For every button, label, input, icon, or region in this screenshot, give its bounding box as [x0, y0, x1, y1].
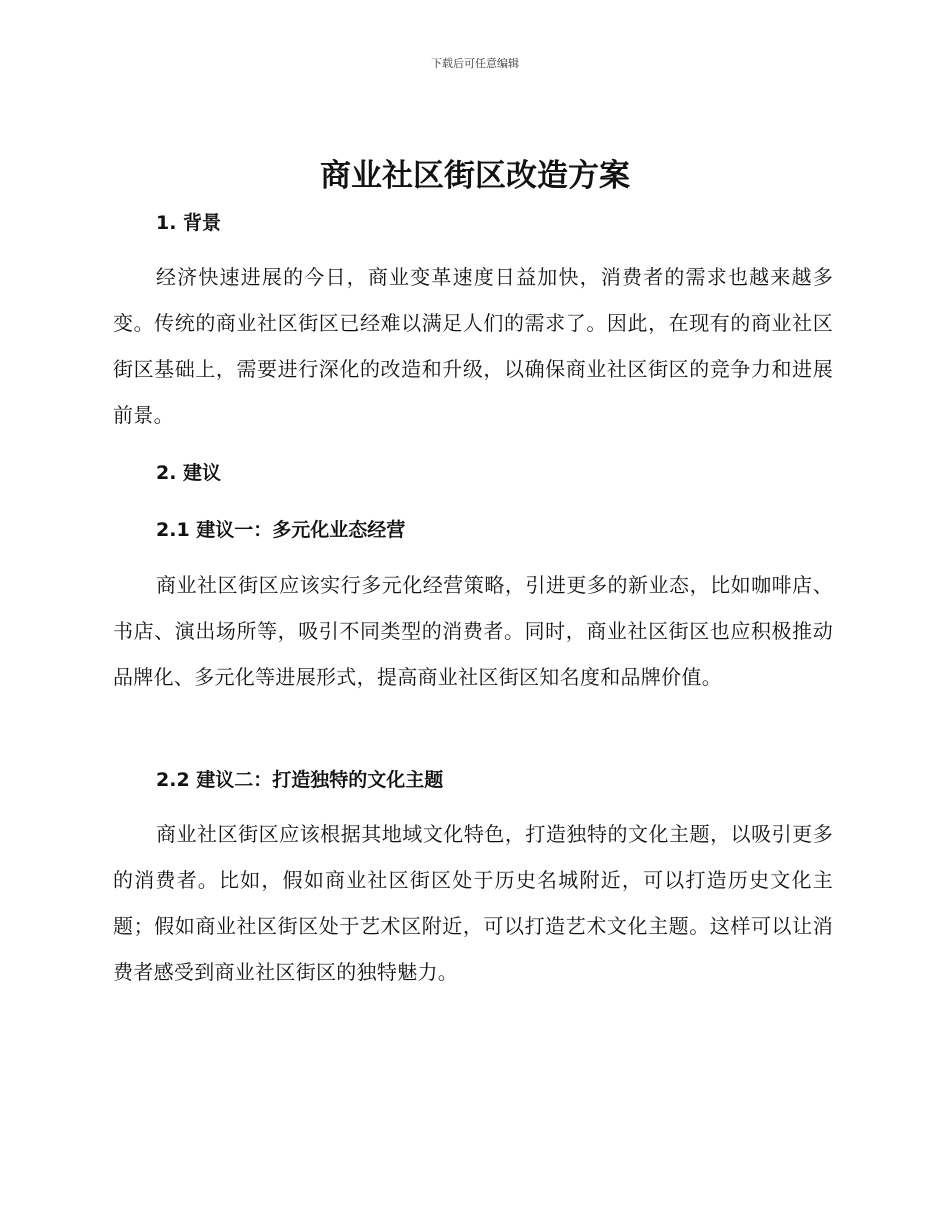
section-heading-background: 1. 背景	[156, 212, 222, 234]
section-heading-suggestion-one: 2.1 建议一：多元化业态经营	[156, 519, 406, 541]
document-title: 商业社区街区改造方案	[320, 158, 630, 194]
paragraph-suggestion-two: 商业社区街区应该根据其地域文化特色，打造独特的文化主题，以吸引更多的消费者。比如，假如商业社区街区处于历史名城附近，可以打造历史文化主题；假如商业社区街区处于艺术区附近，可以打造艺术文化主题。这样可以让消费者感受到商业社区街区的独特魅力。	[113, 822, 833, 984]
section-heading-suggestions: 2. 建议	[156, 462, 222, 484]
header-note: 下载后可任意编辑	[431, 57, 519, 70]
paragraph-background: 经济快速进展的今日，商业变革速度日益加快，消费者的需求也越来越多变。传统的商业社区街区已经难以满足人们的需求了。因此，在现有的商业社区街区基础上，需要进行深化的改造和升级，以确保商业社区街区的竞争力和进展前景。	[113, 265, 833, 427]
paragraph-suggestion-one: 商业社区街区应该实行多元化经营策略，引进更多的新业态，比如咖啡店、书店、演出场所等，吸引不同类型的消费者。同时，商业社区街区也应积极推动品牌化、多元化等进展形式，提高商业社区街区知名度和品牌价值。	[113, 573, 833, 689]
section-heading-suggestion-two: 2.2 建议二：打造独特的文化主题	[156, 769, 444, 791]
